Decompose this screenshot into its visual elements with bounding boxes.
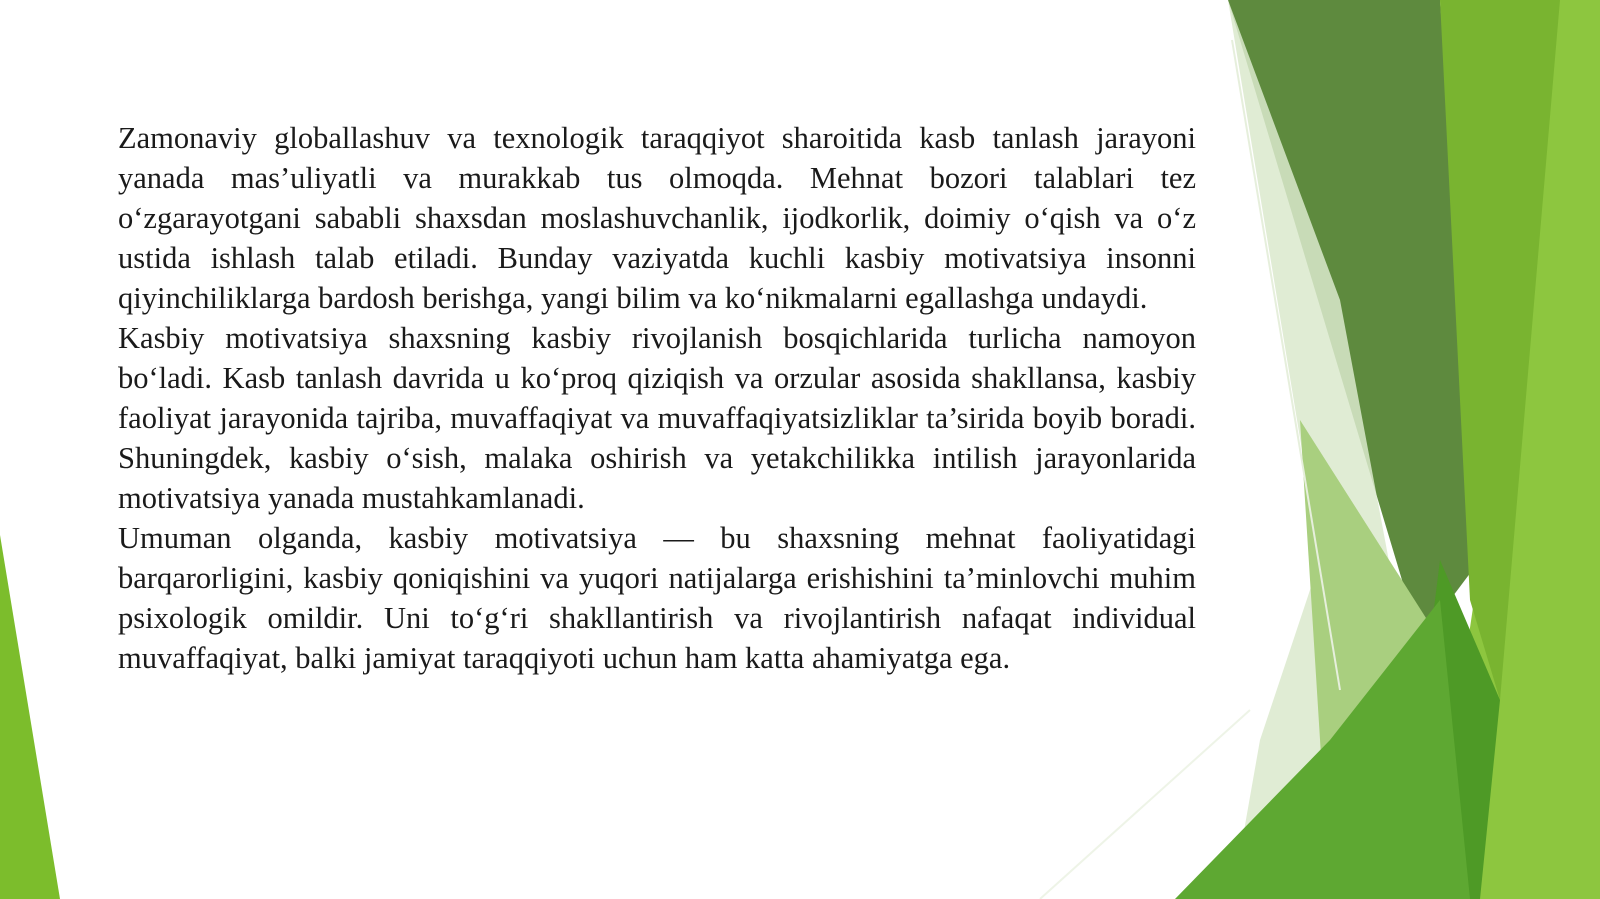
paragraph-2: Kasbiy motivatsiya shaxsning kasbiy rivojlanish bosqichlarida turlicha namoyon bo‘ladi. Kasb tanlash davrida u ko‘proq qiziqish va orzular asosida shakllansa, kasbiy faoliyat jarayonida tajriba, muvaffaqiyat va muvaffaqiyatsizliklar ta’sirida boyib boradi. Shuningdek, kasbiy o‘sish, malaka oshirish va yetakchilikka intilish jarayonlarida motivatsiya yanada mustahkamlanadi. [118, 321, 1196, 515]
body-text [118, 118, 1196, 678]
paragraph-1: Zamonaviy globallashuv va texnologik taraqqiyot sharoitida kasb tanlash jarayoni yanada mas’uliyatli va murakkab tus olmoqda. Mehnat bozori talablari tez o‘zgarayotgani sababli shaxsdan moslashuvchanlik, ijodkorlik, doimiy o‘qish va o‘z ustida ishlash talab etiladi. Bunday vaziyatda kuchli kasbiy motivatsiya insonni qiyinchiliklarga bardosh berishga, yangi bilim va ko‘nikmalarni egallashga undaydi. [118, 121, 1196, 315]
left-green-facet [0, 535, 60, 899]
paragraph-3: Umuman olganda, kasbiy motivatsiya — bu shaxsning mehnat faoliyatidagi barqarorligini, kasbiy qoniqishini va yuqori natijalarga erishishini ta’minlovchi muhim psixologik omildir. Uni to‘g‘ri shakllantirish va rivojlantirish nafaqat individual muvaffaqiyat, balki jamiyat taraqqiyoti uchun ham katta ahamiyatga ega. [118, 521, 1196, 675]
